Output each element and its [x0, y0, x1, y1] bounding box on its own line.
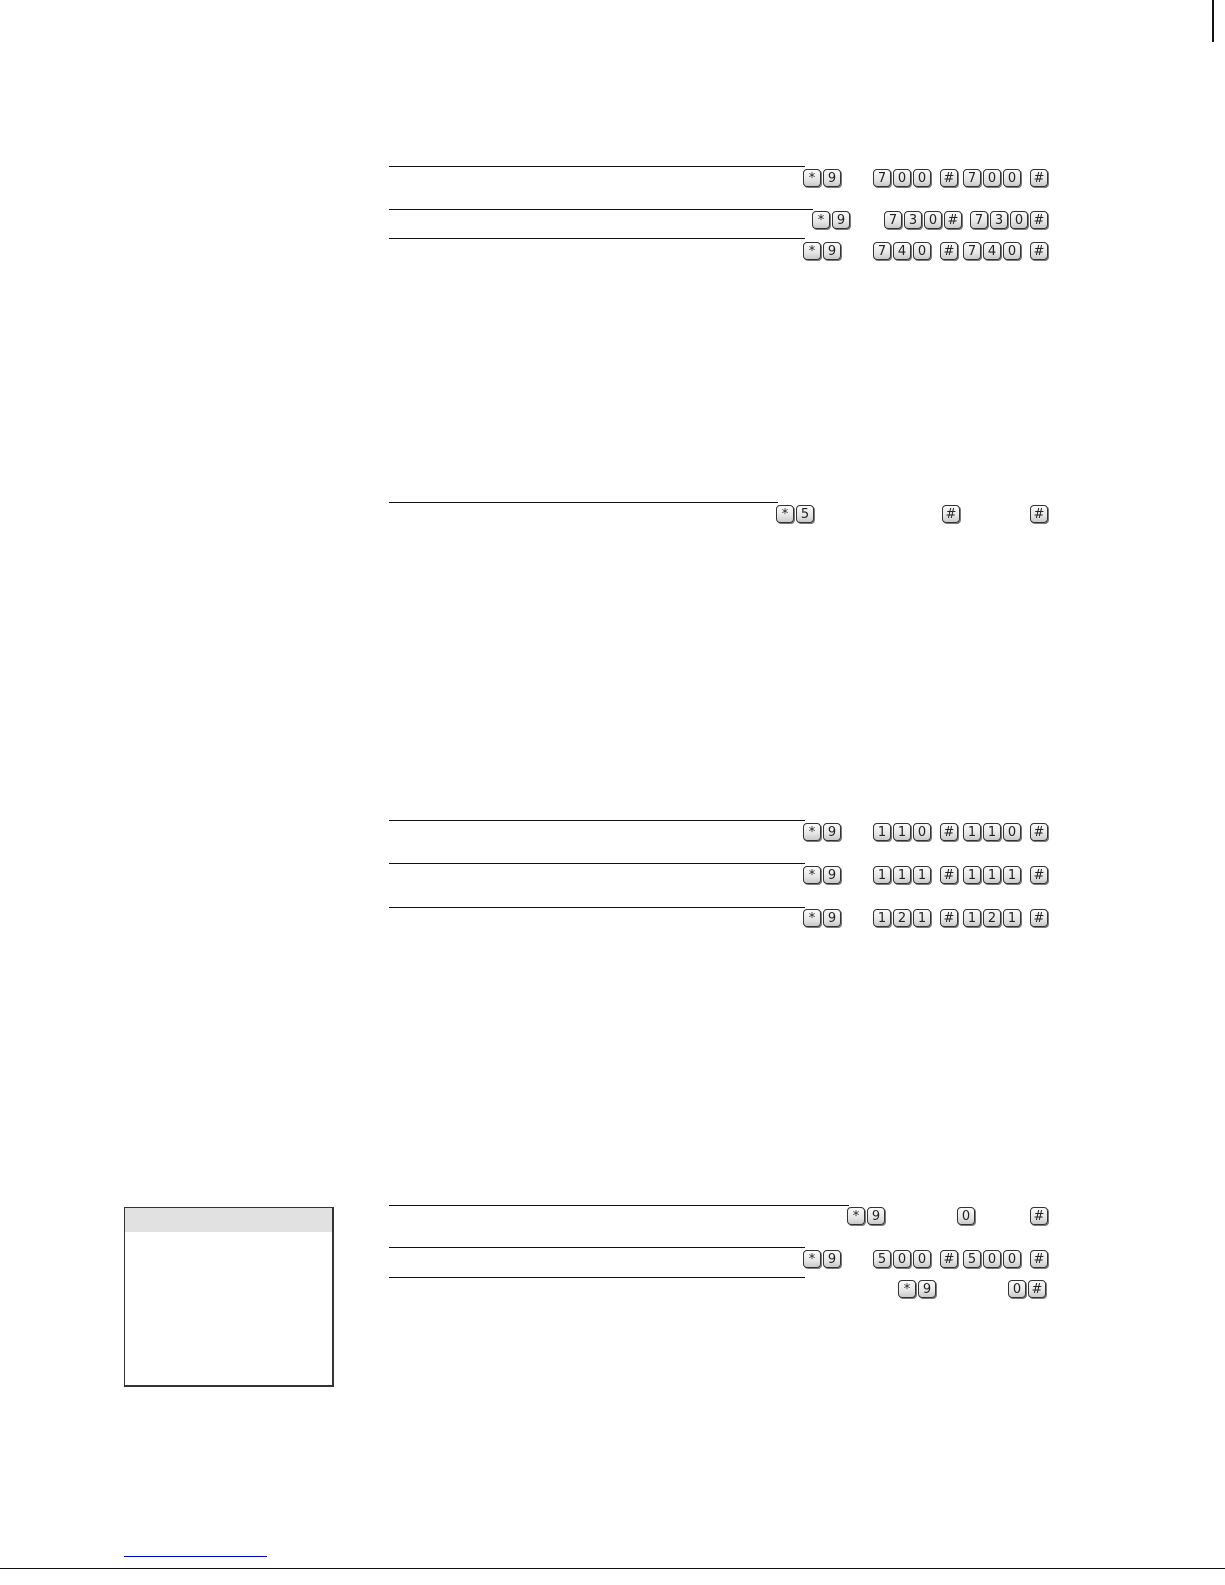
keypad-key-icon: 1: [873, 866, 891, 884]
key-hash-icon: #: [940, 169, 958, 187]
key-hash-icon: #: [1030, 823, 1048, 841]
keypad-key-icon: 1: [873, 823, 891, 841]
keypad-key-icon: 2: [893, 909, 911, 927]
keypad-key-icon: 9: [823, 909, 841, 927]
keypad-key-icon: 0: [1003, 823, 1021, 841]
key-hash-icon: #: [944, 211, 962, 229]
keypad-key-icon: 7: [884, 211, 902, 229]
keypad-key-icon: 1: [913, 909, 931, 927]
keypad-key-icon: 0: [1010, 211, 1028, 229]
entry-rule: [389, 502, 778, 503]
entry-rule: [389, 820, 805, 821]
key-hash-icon: #: [1030, 1250, 1048, 1268]
key-star-icon: *: [776, 505, 794, 523]
keypad-key-icon: 5: [873, 1250, 891, 1268]
keypad-key-icon: 0: [893, 1250, 911, 1268]
keypad-key-icon: 1: [983, 823, 1001, 841]
keypad-key-icon: 9: [823, 1250, 841, 1268]
keypad-key-icon: 9: [823, 242, 841, 260]
keypad-key-icon: 1: [963, 909, 981, 927]
keypad-key-icon: 0: [1003, 1250, 1021, 1268]
key-star-icon: *: [898, 1280, 916, 1298]
key-hash-icon: #: [1030, 242, 1048, 260]
entry-rule: [389, 1205, 849, 1206]
keypad-key-icon: 0: [983, 1250, 1001, 1268]
keypad-key-icon: 9: [823, 866, 841, 884]
keypad-key-icon: 7: [873, 242, 891, 260]
keypad-key-icon: 1: [913, 866, 931, 884]
keypad-key-icon: 1: [963, 823, 981, 841]
key-star-icon: *: [803, 1250, 821, 1268]
key-star-icon: *: [803, 242, 821, 260]
note-box-header: [125, 1208, 332, 1232]
keypad-key-icon: 9: [832, 211, 850, 229]
key-hash-icon: #: [1028, 1280, 1046, 1298]
key-hash-icon: #: [940, 909, 958, 927]
keypad-key-icon: 0: [893, 169, 911, 187]
keypad-key-icon: 5: [963, 1250, 981, 1268]
entry-rule: [389, 209, 813, 210]
key-hash-icon: #: [1030, 866, 1048, 884]
key-star-icon: *: [803, 866, 821, 884]
keypad-key-icon: 1: [893, 866, 911, 884]
keypad-key-icon: 0: [1003, 169, 1021, 187]
keypad-key-icon: 0: [1003, 242, 1021, 260]
entry-rule: [389, 238, 805, 239]
keypad-key-icon: 7: [970, 211, 988, 229]
keypad-key-icon: 3: [904, 211, 922, 229]
footer-link-underline[interactable]: [124, 1556, 267, 1557]
keypad-key-icon: 0: [924, 211, 942, 229]
key-star-icon: *: [803, 909, 821, 927]
entry-rule: [389, 863, 805, 864]
key-hash-icon: #: [940, 1250, 958, 1268]
keypad-key-icon: 1: [1003, 909, 1021, 927]
note-box: [124, 1207, 334, 1387]
keypad-key-icon: 4: [983, 242, 1001, 260]
keypad-key-icon: 9: [867, 1207, 885, 1225]
keypad-key-icon: 1: [983, 866, 1001, 884]
keypad-key-icon: 3: [990, 211, 1008, 229]
keypad-key-icon: 1: [893, 823, 911, 841]
keypad-key-icon: 1: [1003, 866, 1021, 884]
keypad-key-icon: 5: [796, 505, 814, 523]
keypad-key-icon: 1: [963, 866, 981, 884]
key-hash-icon: #: [1030, 505, 1048, 523]
key-hash-icon: #: [940, 242, 958, 260]
key-hash-icon: #: [1030, 1207, 1048, 1225]
keypad-key-icon: 0: [913, 823, 931, 841]
key-hash-icon: #: [940, 866, 958, 884]
entry-rule: [389, 1247, 805, 1248]
keypad-key-icon: 4: [893, 242, 911, 260]
entry-rule: [389, 166, 805, 167]
keypad-key-icon: 0: [983, 169, 1001, 187]
keypad-key-icon: 2: [983, 909, 1001, 927]
key-star-icon: *: [847, 1207, 865, 1225]
keypad-key-icon: 0: [913, 1250, 931, 1268]
key-hash-icon: #: [1030, 909, 1048, 927]
key-star-icon: *: [812, 211, 830, 229]
keypad-key-icon: 0: [913, 242, 931, 260]
key-star-icon: *: [803, 169, 821, 187]
keypad-key-icon: 7: [963, 242, 981, 260]
keypad-key-icon: 9: [823, 823, 841, 841]
key-hash-icon: #: [1030, 211, 1048, 229]
keypad-key-icon: 1: [873, 909, 891, 927]
page-edge-mark: [1212, 0, 1214, 42]
key-star-icon: *: [803, 823, 821, 841]
keypad-key-icon: 0: [913, 169, 931, 187]
keypad-key-icon: 9: [918, 1280, 936, 1298]
key-hash-icon: #: [1030, 169, 1048, 187]
footer-rule: [0, 1568, 1225, 1569]
keypad-key-icon: 7: [963, 169, 981, 187]
keypad-key-icon: 7: [873, 169, 891, 187]
keypad-key-icon: 0: [957, 1207, 975, 1225]
entry-rule: [389, 1277, 805, 1278]
entry-rule: [389, 907, 805, 908]
key-hash-icon: #: [940, 823, 958, 841]
keypad-key-icon: 9: [823, 169, 841, 187]
keypad-key-icon: 0: [1008, 1280, 1026, 1298]
key-hash-icon: #: [942, 505, 960, 523]
